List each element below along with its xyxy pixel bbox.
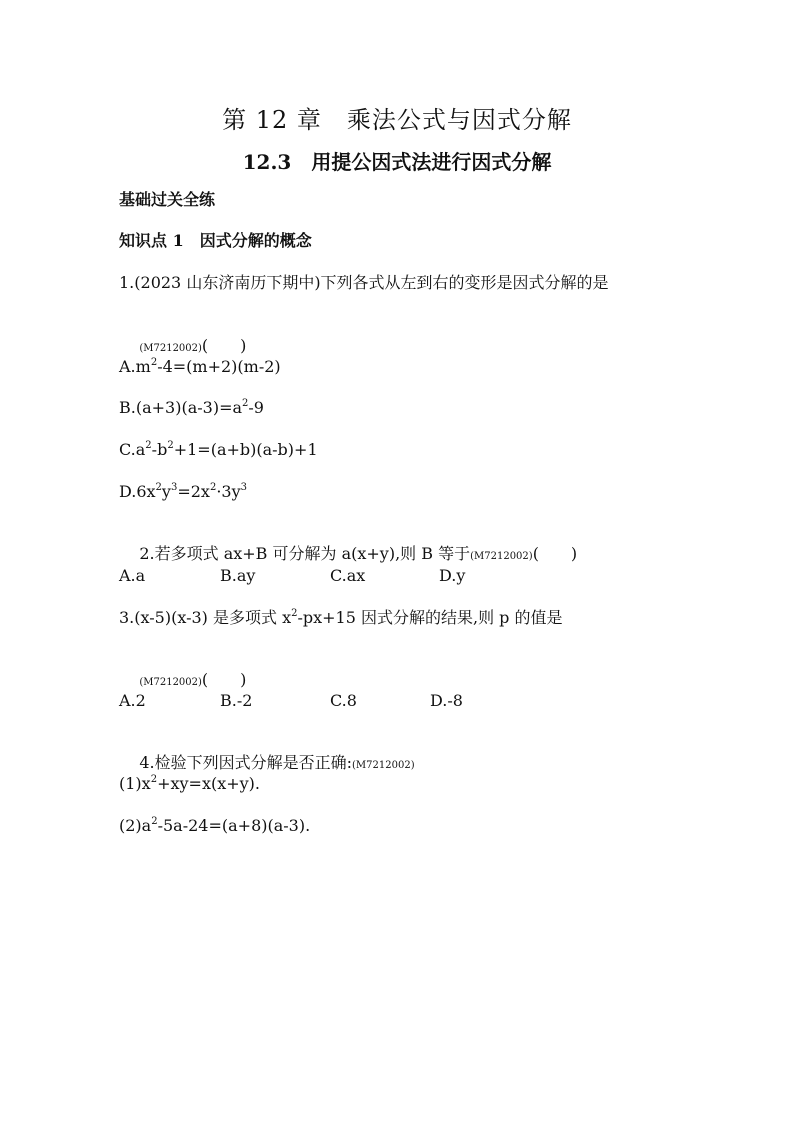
q1-b-sup: 2 [242, 398, 249, 409]
q2-option-c: C.ax [330, 566, 366, 585]
q1-d-text: D.6x [119, 482, 156, 501]
q1-stem: 1.(2023 山东济南历下期中)下列各式从左到右的变形是因式分解的是 [119, 273, 609, 292]
q3-stem-text: 3.(x-5)(x-3) 是多项式 x [119, 608, 292, 627]
q1-d-text-4: ·3y [216, 482, 241, 501]
q1-c-text-3: +1=(a+b)(a-b)+1 [173, 440, 318, 459]
q4-code: (M7212002) [352, 760, 415, 771]
q3-stem-sup: 2 [291, 608, 298, 619]
q3-option-c: C.8 [330, 691, 357, 710]
q3-option-a: A.2 [119, 691, 146, 710]
q1-c-sup-2: 2 [167, 440, 174, 451]
q4-i1-text: (1)x [119, 774, 151, 793]
q3-code: (M7212002) [139, 677, 202, 688]
q1-d-sup-2: 3 [170, 482, 178, 493]
q4-i1-text-2: +xy=x(x+y). [157, 774, 260, 793]
q2-option-a: A.a [119, 566, 146, 585]
q1-b-text: B.(a+3)(a-3)=a [119, 398, 243, 417]
q1-d-text-3: =2x [177, 482, 210, 501]
q1-b-text-2: -9 [248, 398, 264, 417]
q1-d-sup-4: 3 [240, 482, 248, 493]
q1-option-a [119, 357, 281, 377]
q4-i2-text-2: -5a-24=(a+8)(a-3). [157, 816, 311, 835]
q1-option-b [119, 398, 264, 418]
q2-stem: 2.若多项式 ax+B 可分解为 a(x+y),则 B 等于 [139, 544, 471, 563]
q1-option-c [119, 440, 318, 460]
q3-stem [119, 608, 563, 628]
q1-d-sup-3: 2 [209, 482, 217, 493]
q2-option-d: D.y [439, 566, 466, 585]
q3-option-d: D.-8 [430, 691, 463, 710]
q4-i2-text: (2)a [119, 816, 152, 835]
q1-option-d [119, 482, 247, 502]
q1-code: (M7212002) [139, 343, 202, 354]
q2-answer-blank: ( ) [532, 544, 578, 563]
section-title: 12.3 用提公因式法进行因式分解 [242, 150, 552, 174]
q1-a-text-2: -4=(m+2)(m-2) [157, 357, 281, 376]
q1-d-text-2: y [161, 482, 171, 501]
q2-code: (M7212002) [470, 551, 533, 562]
q3-answer-blank: ( ) [201, 670, 247, 689]
q4-i1-sup: 2 [150, 774, 158, 785]
q1-answer-blank: ( ) [201, 336, 247, 355]
q1-c-text: C.a [119, 440, 146, 459]
q4-stem: 4.检验下列因式分解是否正确: [139, 753, 353, 772]
practice-heading: 基础过关全练 [119, 190, 216, 209]
knowledge-point-heading: 知识点 1 因式分解的概念 [119, 231, 312, 250]
q4-item-2 [119, 816, 310, 836]
q1-c-sup: 2 [145, 440, 152, 451]
q2-option-b: B.ay [220, 566, 256, 585]
chapter-title: 第 12 章 乘法公式与因式分解 [222, 106, 572, 134]
q1-c-text-2: -b [151, 440, 168, 459]
q3-option-b: B.-2 [220, 691, 253, 710]
q4-i2-sup: 2 [151, 816, 158, 827]
q1-d-sup: 2 [155, 482, 162, 493]
q3-stem-text-2: -px+15 因式分解的结果,则 p 的值是 [297, 608, 563, 627]
q1-a-sup: 2 [150, 357, 158, 368]
q1-a-text: A.m [119, 357, 151, 376]
q4-item-1 [119, 774, 260, 794]
